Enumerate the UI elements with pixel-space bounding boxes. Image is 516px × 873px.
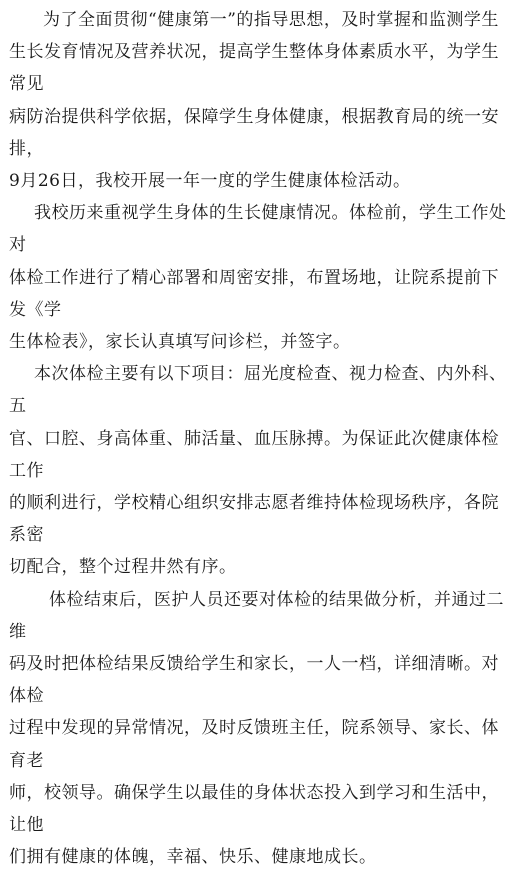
paragraph-3: 本次体检主要有以下项目：屈光度检查、视力检查、内外科、五 官、口腔、身高体重、肺活量、血压脉搏。为保证此次健康体检工作 的顺利进行，学校精心组织安排志愿者维持体检现场秩序，各院系密 切配合，整个过程井然有序。	[9, 364, 507, 578]
paragraph-4: 体检结束后，医护人员还要对体检的结果做分析，并通过二维 码及时把体检结果反馈给学生和家长，一人一档，详细清晰。对体检 过程中发现的异常情况，及时反馈班主任，院系领导、家长、体育老 师，校领导。确保学生以最佳的身体状态投入到学习和生活中，让他 们拥有健康的体魄，幸福、快乐、健康地成长。	[9, 589, 504, 868]
paragraph-2: 我校历来重视学生身体的生长健康情况。体检前，学生工作处对 体检工作进行了精心部署和周密安排，布置场地，让院系提前下发《学 生体检表》，家长认真填写问诊栏，并签字。	[9, 203, 507, 353]
document-body	[9, 4, 511, 873]
paragraph-1: 为了全面贯彻“健康第一”的指导思想，及时掌握和监测学生 生长发育情况及营养状况，提高学生整体身体素质水平，为学生常见 病防治提供科学依据，保障学生身体健康，根据教育局的统一安排， 9月26日，我校开展一年一度的学生健康体检活动。	[9, 10, 499, 192]
